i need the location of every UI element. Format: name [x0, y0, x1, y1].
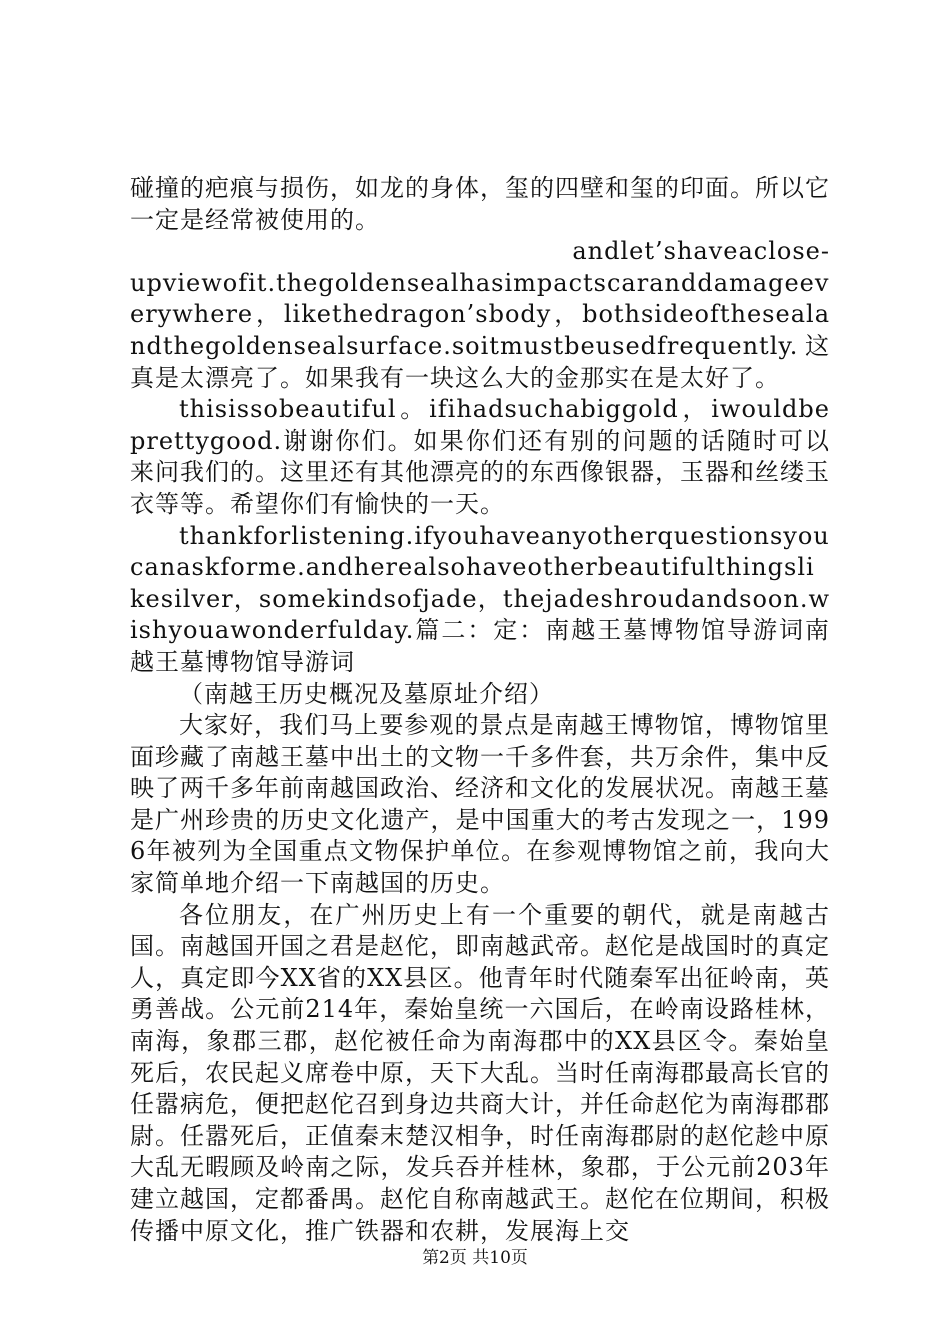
document-body [130, 173, 830, 1247]
page-number-footer: 第2页 共10页 [422, 1248, 528, 1268]
paragraph-1: 碰撞的疤痕与损伤，如龙的身体，玺的四壁和玺的印面。所以它一定是经常被使用的。 [130, 174, 830, 234]
paragraph-2: andlet’shaveaclose- [572, 237, 830, 266]
paragraph-3: upviewofit.thegoldensealhasimpactscaranddamageeverywhere，likethedragon’sbody，bothsideofthesealandthegoldensealsurface.soitmustbeusedfrequently.这真是太漂亮了。如果我有一块这么大的金那实在是太好了。 [130, 268, 830, 392]
paragraph-7: 大家好，我们马上要参观的景点是南越王博物馆，博物馆里面珍藏了南越王墓中出土的文物一千多件套，共万余件，集中反映了两千多年前南越国政治、经济和文化的发展状况。南越王墓是广州珍贵的历史文化遗产，是中国重大的考古发现之一，1996年被列为全国重点文物保护单位。在参观博物馆之前，我向大家简单地介绍一下南越国的历史。 [130, 711, 830, 898]
paragraph-6: （南越王历史概况及墓原址介绍） [179, 679, 554, 708]
paragraph-8: 各位朋友，在广州历史上有一个重要的朝代，就是南越古国。南越国开国之君是赵佗，即南越武帝。赵佗是战国时的真定人，真定即今XX省的XX县区。他青年时代随秦军出征岭南，英勇善战。公元前214年，秦始皇统一六国后，在岭南设路桂林，南海，象郡三郡，赵佗被任命为南海郡中的XX县区令。秦始皇死后，农民起义席卷中原，天下大乱。当时任南海郡最高长官的任嚣病危，便把赵佗召到身边共商大计，并任命赵佗为南海郡郡尉。任嚣死后，正值秦末楚汉相争，时任南海郡尉的赵佗趁中原大乱无暇顾及岭南之际，发兵吞并桂林，象郡，于公元前203年建立越国，定都番禺。赵佗自称南越武王。赵佗在位期间，积极传播中原文化，推广铁器和农耕，发展海上交 [130, 900, 830, 1245]
paragraph-5: thankforlistening.ifyouhaveanyotherquestionsyoucanaskforme.andherealsohaveotherbeautifulthingslikesilver，somekindsofjade，thejadeshroudandsoon.wishyouawonderfulday.篇二：定：南越王墓博物馆导游词南越王墓博物馆导游词 [130, 521, 830, 676]
paragraph-4: thisissobeautiful。ifihadsuchabiggold，iwouldbeprettygood.谢谢你们。如果你们还有别的问题的话随时可以来问我们的。这里还有其他漂亮的的东西像银器，玉器和丝缕玉衣等等。希望你们有愉快的一天。 [130, 395, 830, 518]
